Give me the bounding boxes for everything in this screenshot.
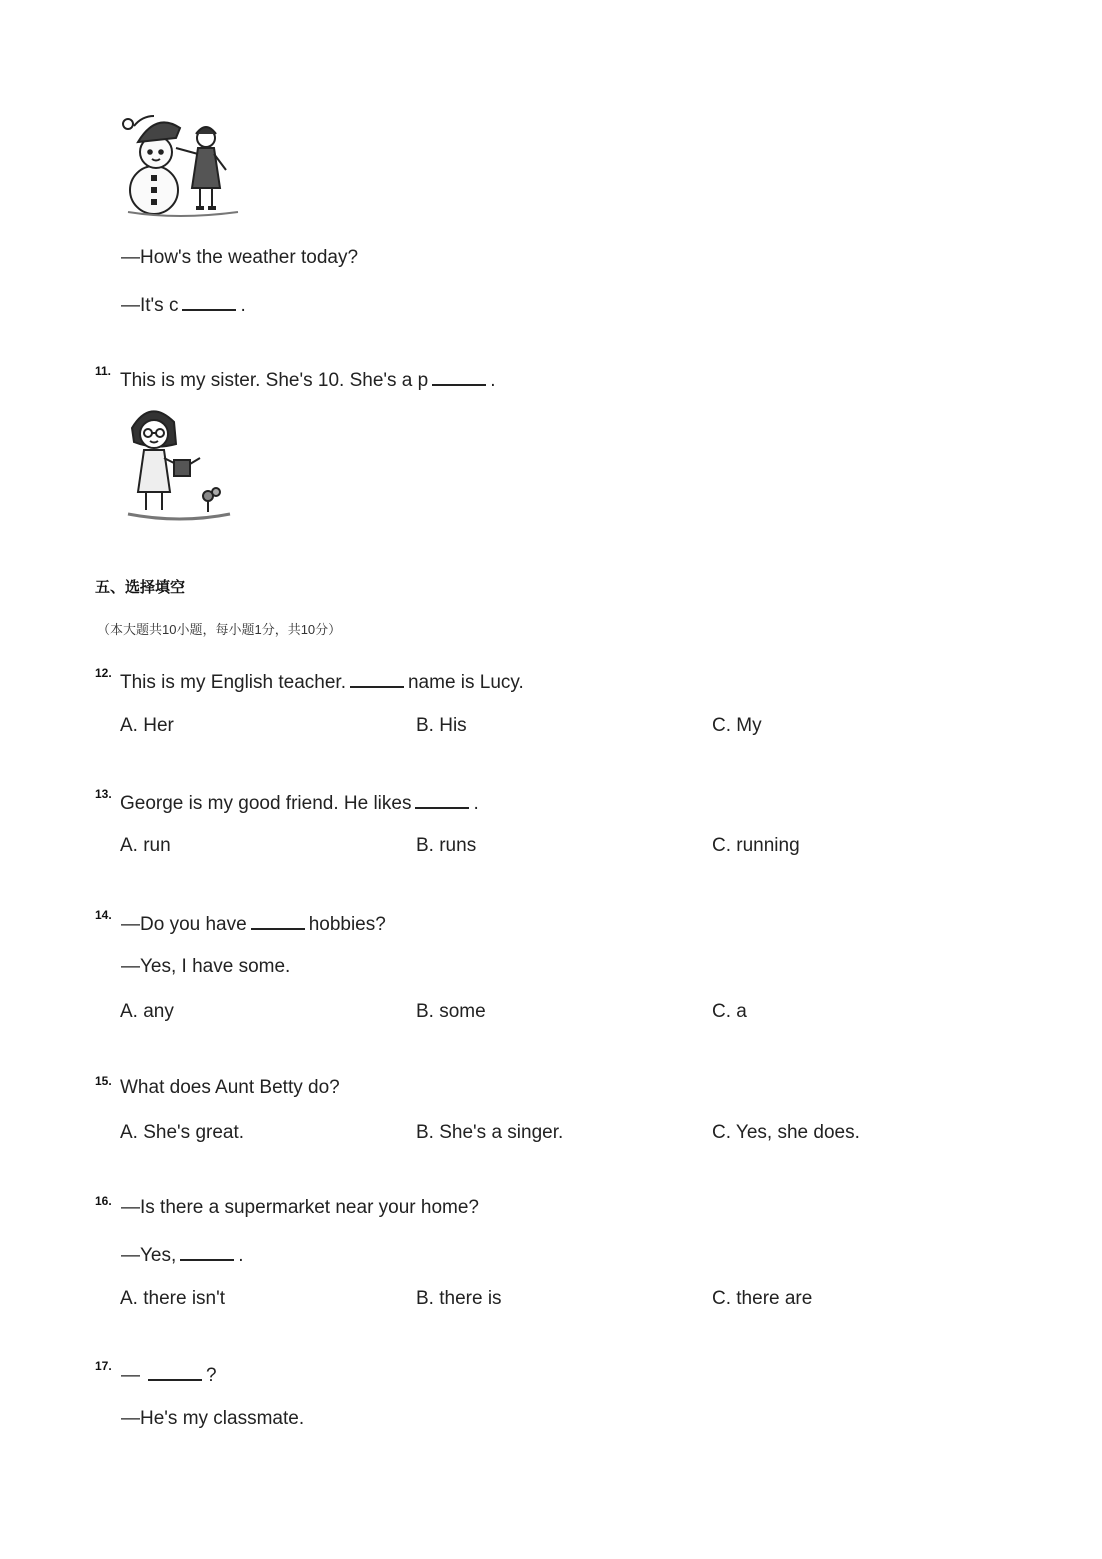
q11-text-prefix: This is my sister. She's 10. She's a p [120,370,429,391]
q13-text-prefix: George is my good friend. He likes [120,793,412,814]
q13-text-suffix: . [473,793,479,814]
q16-option-a[interactable]: A. there isn't [120,1288,226,1309]
q13-question [120,789,479,816]
girl-watering-illustration [124,400,236,524]
q10-answer-suffix: . [240,295,246,316]
q11-blank[interactable] [432,366,486,386]
q13-number: 13. [95,787,112,801]
q13-option-a[interactable]: A. run [120,835,171,856]
q16-number: 16. [95,1194,112,1208]
q10-dialog-answer [121,291,246,318]
q10-answer-blank[interactable] [182,291,236,311]
q12-option-c[interactable]: C. My [712,715,762,736]
q14-answer-line: —Yes, I have some. [121,956,291,977]
q12-option-b[interactable]: B. His [416,715,467,736]
q12-text-suffix: name is Lucy. [407,672,524,693]
q17-question [121,1361,217,1388]
section-title: 五、选择填空 [95,579,186,596]
section-subtitle: （本大题共10小题，每小题1分，共10分） [97,622,342,637]
q17-answer-line: —He's my classmate. [121,1408,305,1429]
q14-text-suffix: hobbies? [308,914,386,935]
q16-option-c[interactable]: C. there are [712,1288,813,1309]
snowman-girl-illustration [118,108,246,220]
q14-blank[interactable] [251,910,305,930]
q17-blank[interactable] [148,1361,202,1381]
q14-option-b[interactable]: B. some [416,1001,486,1022]
q17-number: 17. [95,1359,112,1373]
q15-option-b[interactable]: B. She's a singer. [416,1122,564,1143]
q14-text-prefix: —Do you have [121,914,247,935]
q11-number: 11. [95,364,112,378]
q15-option-a[interactable]: A. She's great. [120,1122,245,1143]
q13-blank[interactable] [415,789,469,809]
q11-question [120,366,496,393]
q16-option-b[interactable]: B. there is [416,1288,502,1309]
q14-number: 14. [95,908,112,922]
q14-option-c[interactable]: C. a [712,1001,747,1022]
q15-number: 15. [95,1074,112,1088]
q10-dialog-question-text: —How's the weather today? [121,247,359,268]
q15-option-c[interactable]: C. Yes, she does. [712,1122,860,1143]
q13-option-c[interactable]: C. running [712,835,800,856]
q12-blank[interactable] [350,668,404,688]
q15-question: What does Aunt Betty do? [120,1077,340,1098]
q17-text-suffix: ? [206,1365,217,1386]
q16-question: —Is there a supermarket near your home? [121,1197,480,1218]
q12-text-prefix: This is my English teacher. [120,672,346,693]
q16-answer-prefix: —Yes, [121,1245,177,1266]
q14-option-a[interactable]: A. any [120,1001,174,1022]
q16-blank[interactable] [180,1241,234,1261]
q16-answer-suffix: . [238,1245,244,1266]
q14-question [121,910,386,937]
q16-answer-line [121,1241,244,1268]
q12-question [120,668,524,695]
q11-text-suffix: . [490,370,496,391]
q17-text-prefix: — [121,1365,140,1386]
q13-option-b[interactable]: B. runs [416,835,477,856]
q10-dialog-question [121,246,358,270]
q12-number: 12. [95,666,112,680]
q10-answer-prefix: —It's c [121,295,179,316]
q12-option-a[interactable]: A. Her [120,715,174,736]
